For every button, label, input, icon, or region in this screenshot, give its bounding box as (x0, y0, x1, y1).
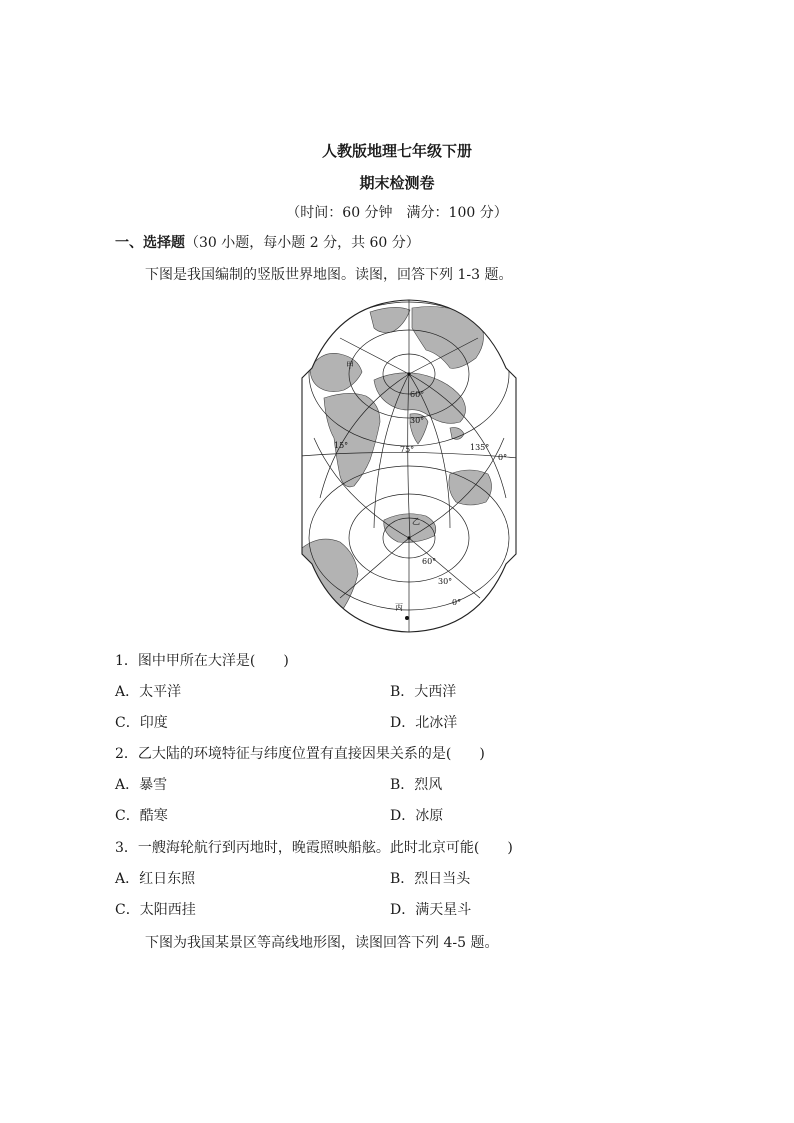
q1-option-d[interactable]: D．北冰洋 (390, 715, 458, 731)
q1-option-a[interactable]: A．太平洋 (115, 684, 182, 700)
vertical-world-map (300, 298, 518, 634)
label-eq0s: 0° (452, 598, 462, 607)
q3-option-c[interactable]: C．太阳西挂 (115, 902, 196, 918)
q2-option-d[interactable]: D．冰原 (390, 808, 444, 824)
point-bing (405, 616, 409, 620)
label-yi: 乙 (412, 517, 420, 526)
q2-option-b[interactable]: B．烈风 (390, 777, 443, 793)
q3-option-b[interactable]: B．烈日当头 (390, 871, 471, 887)
question-3: 3．一艘海轮航行到丙地时，晚霞照映船舷。此时北京可能( ) (115, 840, 513, 856)
exam-info: （时间：60 分钟 满分：100 分） (286, 205, 508, 221)
label-bing: 丙 (395, 603, 403, 612)
label-lon135: 135° (470, 443, 490, 452)
map-frame (300, 298, 518, 634)
label-lat30s: 30° (438, 577, 453, 586)
label-lon15: 15° (334, 441, 349, 450)
label-lat30n: 30° (410, 416, 425, 425)
label-lon75: 75° (400, 445, 415, 454)
q3-option-a[interactable]: A．红日东照 (115, 871, 196, 887)
q3-option-d[interactable]: D．满天星斗 (390, 902, 472, 918)
label-jia: 甲 (346, 361, 354, 370)
question-1: 1．图中甲所在大洋是( ) (115, 653, 289, 669)
q2-option-c[interactable]: C．酷寒 (115, 808, 168, 824)
section-note: （30 小题，每小题 2 分，共 60 分） (185, 235, 420, 251)
section-heading (115, 232, 420, 252)
intro-text-2: 下图为我国某景区等高线地形图，读图回答下列 4-5 题。 (145, 935, 499, 951)
q1-option-c[interactable]: C．印度 (115, 715, 168, 731)
q2-option-a[interactable]: A．暴雪 (115, 777, 168, 793)
doc-title: 人教版地理七年级下册 (321, 142, 472, 160)
intro-text-1: 下图是我国编制的竖版世界地图。读图，回答下列 1-3 题。 (145, 267, 513, 283)
label-lat60n: 60° (410, 390, 425, 399)
doc-subtitle: 期末检测卷 (359, 174, 435, 192)
label-lat60s: 60° (422, 557, 437, 566)
section-label: 一、选择题 (115, 235, 185, 251)
question-2: 2．乙大陆的环境特征与纬度位置有直接因果关系的是( ) (115, 746, 485, 762)
australia (449, 470, 492, 505)
label-eq0: 0° (498, 453, 508, 462)
q1-option-b[interactable]: B．大西洋 (390, 684, 457, 700)
